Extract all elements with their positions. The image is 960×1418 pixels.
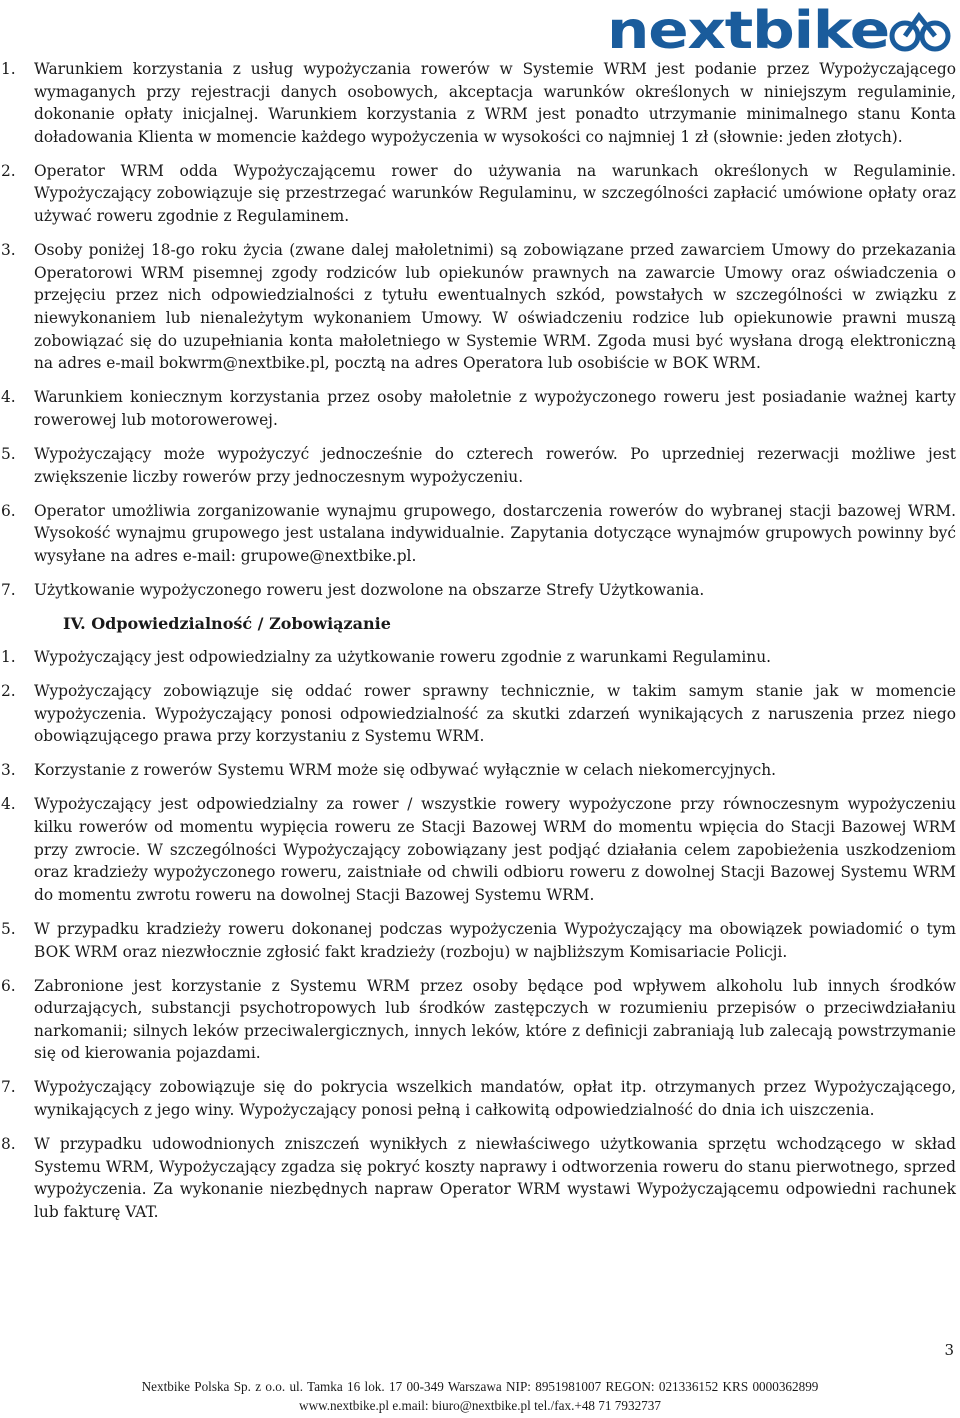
item-text: Wypożyczający jest odpowiedzialny za użytkowanie roweru zgodnie z warunkami Regulaminu. bbox=[34, 647, 771, 666]
item-number: 3. bbox=[1, 241, 16, 260]
section-heading: IV. Odpowiedzialność / Zobowiązanie bbox=[63, 613, 391, 633]
item-text: Zabronione jest korzystanie z Systemu WRM przez osoby będące pod wpływem alkoholu lub innych środków odurzających, substancji psychotropowych lub środków zastępczych w rozumieniu przepisów o przeciwdziałaniu narkomanii; silnych leków przeciwalergicznych, innych leków, które z definicji zabraniają lub zalecają powstrzymanie się od kierowania pojazdami. bbox=[34, 976, 956, 1063]
list-item bbox=[0, 646, 958, 669]
item-number: 7. bbox=[1, 1078, 16, 1097]
item-text: Wypożyczający jest odpowiedzialny za rower / wszystkie rowery wypożyczone przy równoczesnym wypożyczeniu kilku rowerów od momentu wypięcia roweru ze Stacji Bazowej WRM do momentu wpięcia do Stacji Bazowej WRM przy zwrocie. W szczególności Wypożyczający zobowiązany jest podjąć działania celem zapobieżenia uszkodzeniom oraz kradzieży wypożyczonego roweru, zaistniałe od chwili odbioru roweru z dowolnej Stacji Bazowej Systemu WRM do momentu zwrotu roweru na dowolnej Stacji Bazowej Systemu WRM. bbox=[34, 795, 956, 904]
item-text: Wypożyczający zobowiązuje się oddać rower sprawny technicznie, w takim samym stanie jak w momencie wypożyczenia. Wypożyczający ponosi odpowiedzialność za skutki zdarzeń wynikających z naruszenia przez niego obowiązującego prawa przy korzystaniu z Systemu WRM. bbox=[34, 682, 956, 746]
item-number: 2. bbox=[1, 161, 16, 180]
item-text: Operator WRM odda Wypożyczającemu rower do używania na warunkach określonych w Regulaminie. Wypożyczający zobowiązuje się przestrzegać warunków Regulaminu, w szczególności zapłacić umówione opłaty oraz używać roweru zgodnie z Regulaminem. bbox=[34, 161, 956, 226]
item-text: Użytkowanie wypożyczonego roweru jest dozwolone na obszarze Strefy Użytkowania. bbox=[34, 580, 705, 599]
document-body bbox=[0, 58, 958, 1235]
item-number: 5. bbox=[1, 919, 16, 938]
item-number: 1. bbox=[1, 647, 16, 666]
list-item bbox=[0, 759, 958, 782]
list-item bbox=[0, 918, 958, 963]
section-iv-list bbox=[0, 646, 958, 1224]
list-item bbox=[0, 160, 958, 228]
item-number: 5. bbox=[1, 444, 16, 463]
item-text: Warunkiem koniecznym korzystania przez osoby małoletnie z wypożyczonego roweru jest posiadanie ważnej karty rowerowej lub motorowerowej. bbox=[34, 388, 956, 429]
item-text: W przypadku kradzieży roweru dokonanej podczas wypożyczenia Wypożyczający ma obowiązek powiadomić o tym BOK WRM oraz niezwłocznie zgłosić fakt kradzieży (rozboju) w najbliższym Komisariacie Policji. bbox=[34, 919, 956, 961]
item-number: 3. bbox=[1, 761, 16, 780]
list-item bbox=[0, 443, 958, 488]
intro-list bbox=[0, 58, 958, 601]
item-number: 6. bbox=[1, 976, 16, 995]
item-text: Osoby poniżej 18-go roku życia (zwane dalej małoletnimi) są zobowiązane przed zawarciem Umowy do przekazania Operatorowi WRM pisemnej zgody rodziców lub opiekunów prawnych na zawarcie Umowy oraz oświadczenia o przejęciu przez nich odpowiedzialności z tytułu ewentualnych szkód, powstałych w szczególności w związku z niewykonaniem lub nienależytym wykonaniem Umowy. W oświadczeniu rodzice lub opiekunowie prawni muszą zobowiązać się do uzupełniania konta małoletniego w Systemie WRM. Zgoda musi być wysłana drogą elektroniczną na adres e-mail bokwrm@nextbike.pl, pocztą na adres Operatora lub osobiście w BOK WRM. bbox=[34, 241, 956, 373]
bicycle-icon bbox=[892, 16, 948, 49]
item-text: Korzystanie z rowerów Systemu WRM może się odbywać wyłącznie w celach niekomercyjnych. bbox=[34, 761, 777, 780]
list-item bbox=[0, 1133, 958, 1223]
item-text: W przypadku udowodnionych zniszczeń wynikłych z niewłaściwego użytkowania sprzętu wchodzącego w skład Systemu WRM, Wypożyczający zgadza się pokryć koszty naprawy i odtworzenia roweru do stanu pierwotnego, sprzed wypożyczenia. Za wykonanie niezbędnych napraw Operator WRM wystawi Wypożyczającemu odpowiedni rachunek lub fakturę VAT. bbox=[34, 1135, 956, 1221]
item-number: 6. bbox=[1, 501, 16, 520]
item-number: 7. bbox=[1, 580, 16, 599]
item-text: Wypożyczający zobowiązuje się do pokrycia wszelkich mandatów, opłat itp. otrzymanych przez Wypożyczającego, wynikających z jego winy. Wypożyczający ponosi pełną i całkowitą odpowiedzialność do dnia ich uiszczenia. bbox=[34, 1078, 956, 1120]
list-item bbox=[0, 1076, 958, 1121]
list-item bbox=[0, 58, 958, 148]
item-text: Operator umożliwia zorganizowanie wynajmu grupowego, dostarczenia rowerów do wybranej stacji bazowej WRM. Wysokość wynajmu grupowego jest ustalana indywidualnie. Zapytania dotyczące wynajmów grupowych powinny być wysyłane na adres e-mail: grupowe@nextbike.pl. bbox=[34, 501, 956, 565]
item-text: Warunkiem korzystania z usług wypożyczania rowerów w Systemie WRM jest podanie przez Wypożyczającego wymaganych przy rejestracji danych osobowych, akceptacja warunków określonych w niniejszym regulaminie, dokonanie opłaty inicjalnej. Warunkiem korzystania z WRM jest ponadto utrzymanie minimalnego stanu Konta doładowania Klienta w momencie każdego wypożyczenia w wysokości co najmniej 1 zł (słownie: jeden złotych). bbox=[34, 60, 956, 146]
list-item bbox=[0, 793, 958, 906]
item-number: 2. bbox=[1, 682, 16, 701]
footer-company-info: Nextbike Polska Sp. z o.o. ul. Tamka 16 lok. 17 00-349 Warszawa NIP: 8951981007 REGON: 021336152 KRS 0000362899 bbox=[141, 1379, 819, 1394]
item-number: 1. bbox=[1, 60, 16, 78]
footer-contact-info: www.nextbike.pl e.mail: biuro@nextbike.pl tel./fax.+48 71 7932737 bbox=[299, 1398, 661, 1413]
list-item bbox=[0, 500, 958, 568]
item-number: 8. bbox=[1, 1135, 16, 1154]
list-item bbox=[0, 680, 958, 748]
list-item bbox=[0, 239, 958, 375]
item-number: 4. bbox=[1, 388, 16, 407]
list-item bbox=[0, 386, 958, 431]
list-item bbox=[0, 975, 958, 1065]
nextbike-logo bbox=[607, 4, 952, 56]
page-number: 3 bbox=[944, 1341, 954, 1359]
logo-wordmark: nextbike bbox=[607, 4, 889, 56]
item-text: Wypożyczający może wypożyczyć jednocześnie do czterech rowerów. Po uprzedniej rezerwacji możliwe jest zwiększenie liczby rowerów przy jednoczesnym wypożyczeniu. bbox=[34, 444, 956, 486]
list-item bbox=[0, 579, 958, 602]
item-number: 4. bbox=[1, 795, 16, 814]
